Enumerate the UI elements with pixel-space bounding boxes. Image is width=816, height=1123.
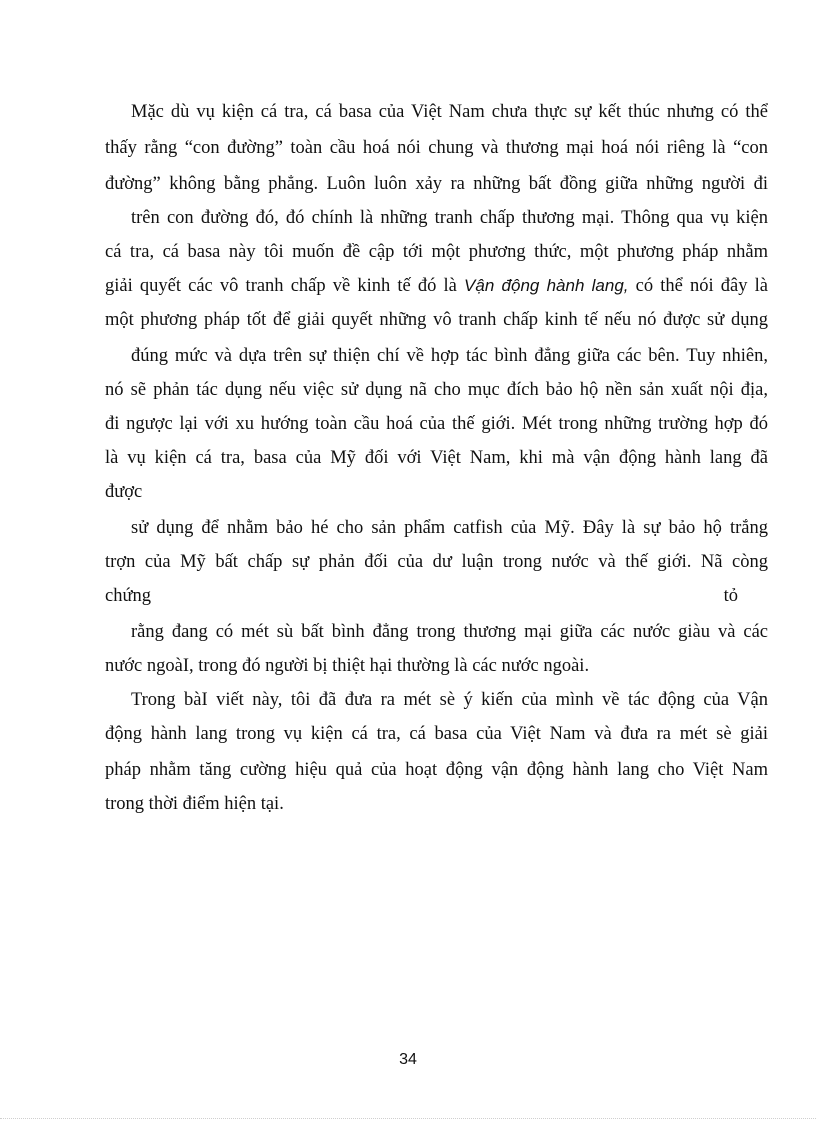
text-line: động hành lang trong vụ kiện cá tra, cá basa của Việt Nam và đưa ra mét sè giải (105, 724, 768, 744)
text-line: pháp nhằm tăng cường hiệu quả của hoạt động vận động hành lang cho Việt Nam (105, 760, 768, 780)
text-line: một phương pháp tốt để giải quyết những vô tranh chấp kinh tế nếu nó được sử dụng (105, 310, 768, 330)
text-line: đúng mức và dựa trên sự thiện chí về hợp tác bình đẳng giữa các bên. Tuy nhiên, (131, 346, 768, 366)
text-line: trong thời điểm hiện tại. (105, 794, 284, 814)
text-line: được (105, 482, 143, 502)
text-line: thấy rằng “con đường” toàn cầu hoá nói chung và thương mại hoá nói riêng là “con (105, 138, 768, 158)
text-line: rằng đang có mét sù bất bình đẳng trong thương mại giữa các nước giàu và các (131, 622, 768, 642)
page-border-line (0, 1118, 816, 1119)
text-line: đường” không bằng phẳng. Luôn luôn xảy ra những bất đồng giữa những người đi (105, 174, 768, 194)
text-line: chứng tỏ (105, 586, 738, 606)
emphasis-text: Vận động hành lang, (464, 276, 629, 295)
page-number: 34 (399, 1051, 417, 1068)
text-line: đi ngược lại với xu hướng toàn cầu hoá của thế giới. Mét trong những trường hợp đó (105, 414, 768, 434)
text-line: nước ngoàI, trong đó người bị thiệt hại thường là các nước ngoài. (105, 656, 590, 676)
text-line-with-emphasis (105, 274, 768, 298)
text-line: trên con đường đó, đó chính là những tranh chấp thương mại. Thông qua vụ kiện (131, 208, 768, 228)
text-line: Mặc dù vụ kiện cá tra, cá basa của Việt Nam chưa thực sự kết thúc nhưng có thể (131, 102, 768, 122)
text-line: trợn của Mỹ bất chấp sự phản đối của dư luận trong nước và thế giới. Nã còng (105, 552, 768, 572)
text-line: Trong bàI viết này, tôi đã đưa ra mét sè ý kiến của mình về tác động của Vận (131, 690, 768, 710)
text-segment: giải quyết các vô tranh chấp về kinh tế đó là (105, 276, 465, 296)
text-line: cá tra, cá basa này tôi muốn đề cập tới một phương thức, một phương pháp nhằm (105, 242, 768, 262)
text-segment: có thể nói đây là (628, 276, 769, 296)
text-line: sử dụng để nhằm bảo hé cho sản phẩm catfish của Mỹ. Đây là sự bảo hộ trắng (131, 518, 768, 538)
text-line: nó sẽ phản tác dụng nếu việc sử dụng nã cho mục đích bảo hộ nền sản xuất nội địa, (105, 380, 768, 400)
text-line: là vụ kiện cá tra, basa của Mỹ đối với Việt Nam, khi mà vận động hành lang đã (105, 448, 768, 468)
